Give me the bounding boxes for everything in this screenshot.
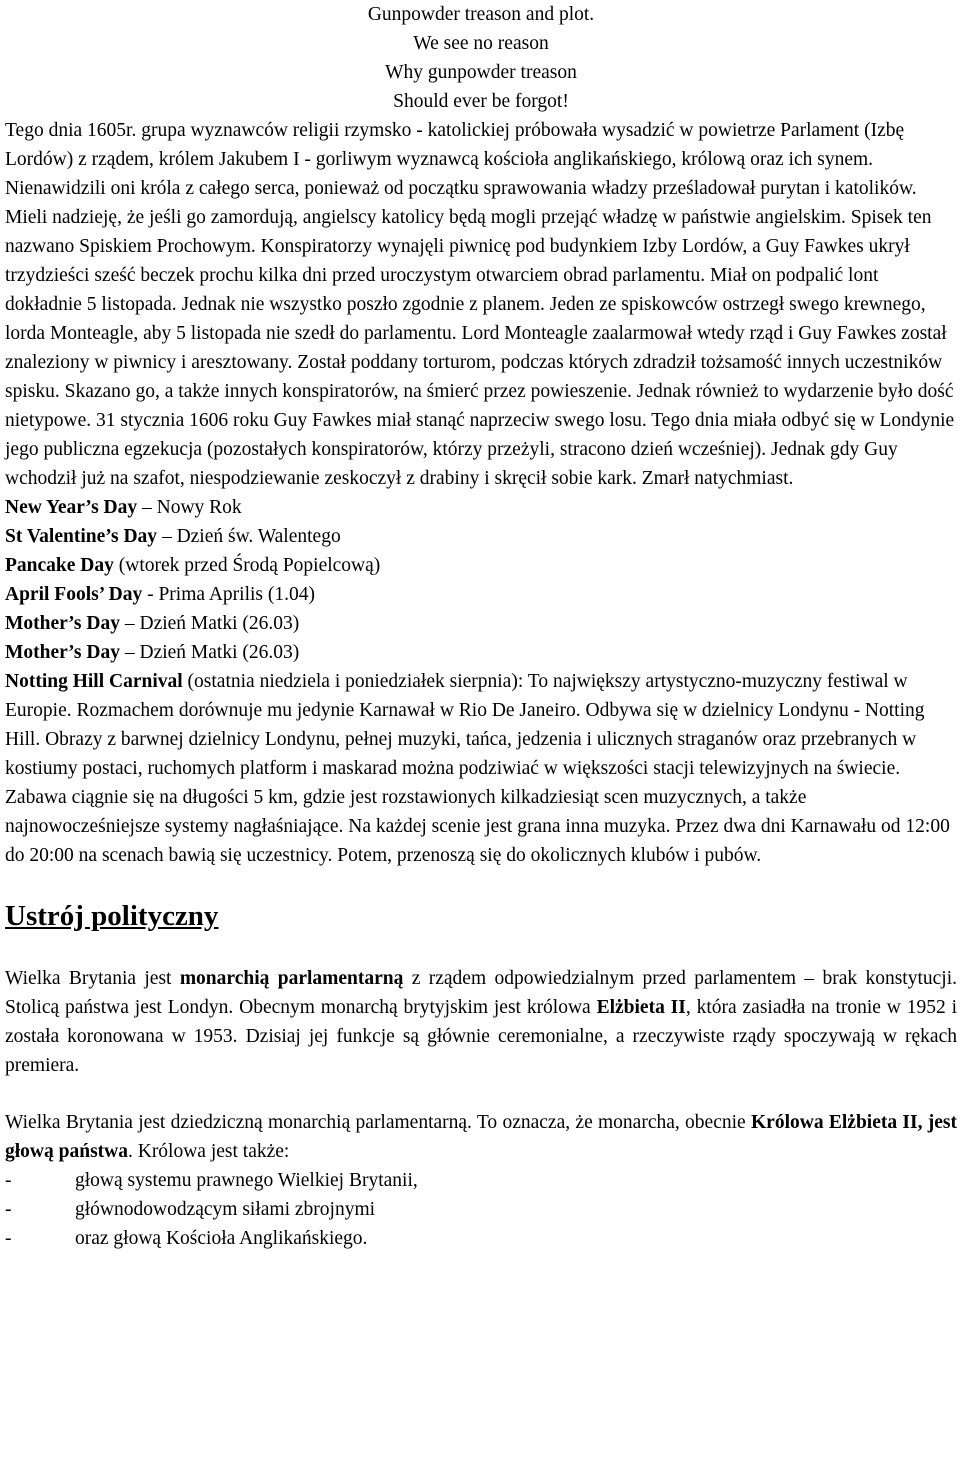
holiday-item [5, 580, 957, 609]
holiday-item [5, 522, 957, 551]
holiday-item [5, 609, 957, 638]
holiday-list [5, 493, 957, 667]
bold-text: monarchią parlamentarną [179, 968, 404, 989]
text-run: z rządem odpowiedzialnym przed parlamentem – brak konstytucji. Stolicą państwa jest Londyn. Obecnym monarchą brytyjskim jest królowa [5, 968, 958, 1018]
poem-line: Gunpowder treason and plot. [367, 4, 595, 25]
list-dash: - [5, 1228, 12, 1249]
bold-text: Elżbieta II [596, 997, 686, 1018]
list-text: głową systemu prawnego Wielkiej Brytanii, [75, 1170, 418, 1191]
spacer [5, 1080, 957, 1108]
carnival-text: (ostatnia niedziela i poniedziałek sierpnia): To największy artystyczno-muzyczny festiwal w Europie. Rozmachem dorównuje mu jedynie Karnawał w Rio De Janeiro. Odbywa się w dzielnicy Londynu - Notting Hill. Obrazy z barwnej dzielnicy Londynu, pełnej muzyki, tańca, jedzenia i ulicznych straganów oraz przebranych w kostiumy postaci, ruchomych platform i maskarad można podziwiać w większości stacji telewizyjnych na świecie. Zabawa ciągnie się na długości 5 km, gdzie jest rozstawionych kilkadziesiąt scen muzycznych, a także najnowocześniejsze systemy nagłaśniające. Na każdej scenie jest grana inna muzyka. Przez dwa dni Karnawału od 12:00 do 20:00 na scenach bawią się uczestnicy. Potem, przenoszą się do okolicznych klubów i pubów. [5, 671, 950, 866]
holiday-desc: – Dzień Matki (26.03) [119, 613, 300, 634]
list-dash: - [5, 1170, 12, 1191]
list-dash: - [5, 1199, 12, 1220]
carnival-name: Notting Hill Carnival [5, 671, 183, 692]
text-run: , która zasiadła na tronie w 1952 i została koronowana w 1953. Dzisiaj jej funkcje są głównie ceremonialne, a rzeczywiste rządy spoczywają w rękach premiera. [5, 997, 957, 1076]
holiday-desc: - Prima Aprilis (1.04) [142, 584, 315, 605]
list-item [5, 1224, 957, 1253]
holiday-name: New Year’s Day [5, 497, 138, 518]
holiday-desc: – Dzień św. Walentego [157, 526, 341, 547]
carnival-paragraph [5, 667, 957, 870]
holiday-name: Mother’s Day [5, 642, 120, 663]
guy-fawkes-paragraph: Tego dnia 1605r. grupa wyznawców religii rzymsko - katolickiej próbowała wysadzić w powietrze Parlament (Izbę Lordów) z rządem, królem Jakubem I - gorliwym wyznawcą kościoła anglikańskiego, królową oraz ich synem. Nienawidzili oni króla z całego serca, ponieważ od początku sprawowania władzy prześladował purytan i katolików. Mieli nadzieję, że jeśli go zamordują, angielscy katolicy będą mogli przejąć władzę w państwie angielskim. Spisek ten nazwano Spiskiem Prochowym. Konspiratorzy wynajęli piwnicę pod budynkiem Izby Lordów, a Guy Fawkes ukrył trzydzieści sześć beczek prochu kilka dni przed uroczystym otwarciem obrad parlamentu. Miał on podpalić lont dokładnie 5 listopada. Jednak nie wszystko poszło zgodnie z planem. Jeden ze spiskowców ostrzegł swego krewnego, lorda Monteagle, aby 5 listopada nie szedł do parlamentu. Lord Monteagle zaalarmował wtedy rząd i Guy Fawkes został znaleziony w piwnicy i aresztowany. Został poddany torturom, podczas których zdradził tożsamość innych uczestników spisku. Skazano go, a także innych konspiratorów, na śmierć przez powieszenie. Jednak również to wydarzenie było dość nietypowe. 31 stycznia 1606 roku Guy Fawkes miał stanąć naprzeciw swego losu. Tego dnia miała odbyć się w Londynie jego publiczna egzekucja (pozostałych konspiratorów, którzy przeżyli, stracono dzień wcześniej). Jednak gdy Guy wchodził już na szafot, niespodziewanie zeskoczył z drabiny i skręcił sobie kark. Zmarł natychmiast. [5, 120, 955, 489]
poem [5, 0, 957, 116]
text-run: Wielka Brytania jest [5, 968, 180, 989]
holiday-desc: – Dzień Matki (26.03) [119, 642, 300, 663]
holiday-name: Mother’s Day [5, 613, 120, 634]
holiday-item [5, 493, 957, 522]
text-run: . Królowa jest także: [127, 1141, 290, 1162]
spacer [5, 936, 957, 964]
holiday-desc: – Nowy Rok [137, 497, 242, 518]
list-text: głównodowodzącym siłami zbrojnymi [75, 1199, 376, 1220]
politics-paragraph-2 [5, 1108, 957, 1166]
poem-line: We see no reason [413, 33, 549, 54]
document-page [5, 0, 957, 1253]
bold-text: Królowa Elżbieta II, jest głową państwa [5, 1112, 957, 1162]
holiday-name: April Fools’ Day [5, 584, 143, 605]
list-item [5, 1195, 957, 1224]
poem-line: Why gunpowder treason [385, 62, 577, 83]
politics-paragraph-1 [5, 964, 957, 1080]
holiday-item [5, 551, 957, 580]
holiday-desc: (wtorek przed Środą Popielcową) [113, 555, 381, 576]
queen-roles-list [5, 1166, 957, 1253]
list-text: oraz głową Kościoła Anglikańskiego. [75, 1228, 368, 1249]
holiday-item [5, 638, 957, 667]
poem-line: Should ever be forgot! [393, 91, 569, 112]
holiday-name: Pancake Day [5, 555, 114, 576]
holiday-name: St Valentine’s Day [5, 526, 158, 547]
section-heading: Ustrój polityczny [5, 900, 219, 932]
list-item [5, 1166, 957, 1195]
text-run: Wielka Brytania jest dziedziczną monarchią parlamentarną. To oznacza, że monarcha, obecnie [5, 1112, 751, 1133]
